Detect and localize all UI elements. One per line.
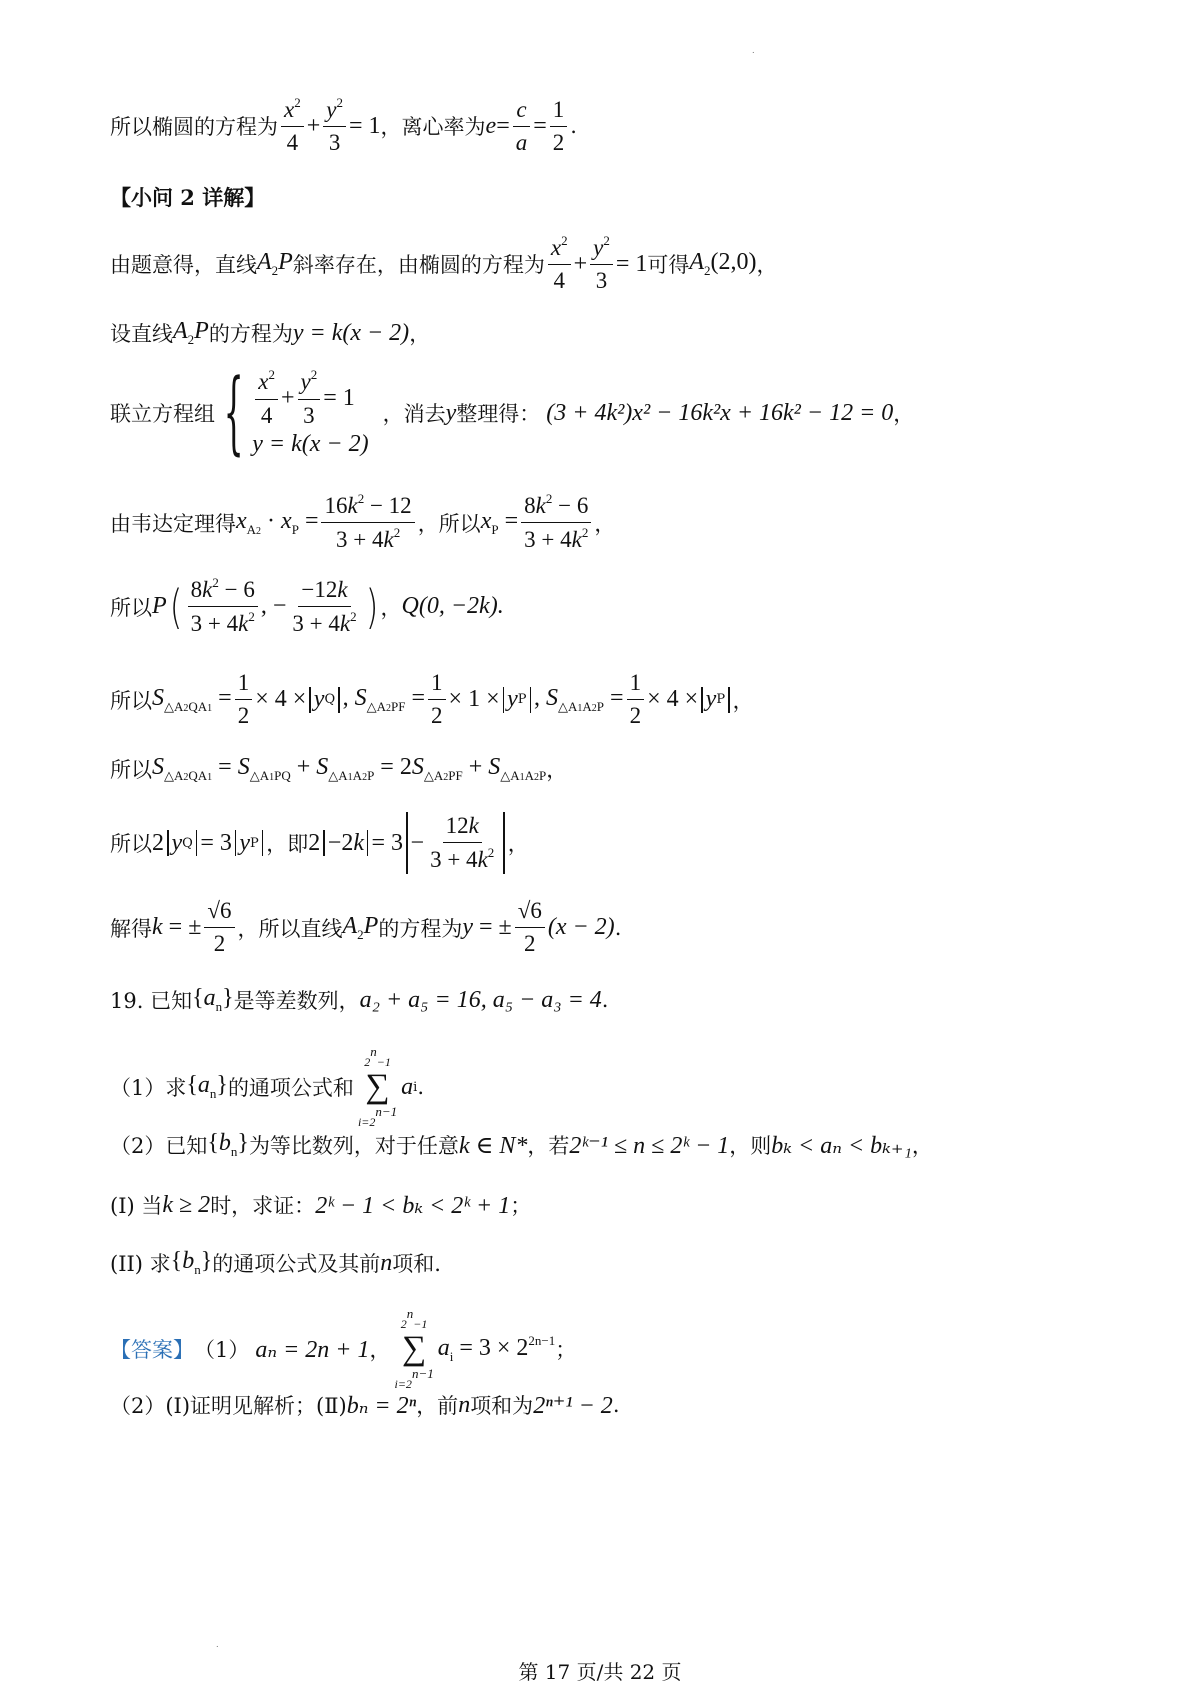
question-19-part-1: （1）求 $\{a_n\}$ 的通项公式和 $2^n-1$ ∑ $i=2^{n-1}$ a i .: [110, 1044, 425, 1129]
areas-line: 所以 $S_{\triangle A2QA1}$ = $\frac{1}{2}$ × 4 × y Q , $S_{\triangle A2PF}$ = $\frac{1}{2}$ × 1 × y P , $S_{\triangle A1A2P}$ = $\frac{1}{2}$ × 4 × y P ，: [110, 670, 754, 729]
frac-1-2: $\frac{1}{2}$: [550, 97, 568, 157]
frac-y2-3: $\frac{y^2}{3}$: [323, 96, 346, 157]
system-line: 联立方程组 { $\frac{x^2}{4}$ + $\frac{y^2}{3}$ = 1 y = k(x − 2) ，消去 y 整理得： (3 + 4k²)x² − 16k²x + 16k² − 12 = 0 ，: [110, 360, 915, 465]
frac-x2-4: $\frac{x^2}{4}$: [281, 96, 304, 157]
summation-icon: $2^n-1$ ∑ $i=2^{n-1}$: [394, 1306, 434, 1391]
question-19-part-2: （2）已知 $\{b_n\}$ 为等比数列，对于任意 k ∈ N* ，若 2ᵏ⁻¹ ≤ n ≤ 2ᵏ − 1 ，则 bₖ < aₙ < bₖ₊₁ ，: [110, 1130, 933, 1159]
section-title: 【小问 2 详解】: [110, 185, 266, 210]
point-p-line: 所以 P ( $\frac{8k^2 - 6}{3 + 4k^2}$ , − $\frac{-12k}{3 + 4k^2}$ ) ， Q(0, −2k).: [110, 575, 504, 637]
slope-exists-line: 由题意得，直线 $A_2P$ 斜率存在，由椭圆的方程为 $\frac{x^2}{4}$ + $\frac{y^2}{3}$ = 1 可得 $A_2(2,0)$ ，: [110, 233, 778, 294]
equation-system: $\frac{x^2}{4}$ + $\frac{y^2}{3}$ = 1 y = k(x − 2): [252, 367, 369, 457]
answer-line: 【答案】 （1） aₙ = 2n + 1 ， $2^n-1$ ∑ $i=2^{n-1}$ $a_i = 3 \times 2^{2n-1}$ ；: [110, 1306, 577, 1391]
abs-equation-line: 所以 2 y Q = 3 y P ，即 2 −2k = 3 − $\frac{12k}{3 + 4k^2}$ ，: [110, 812, 529, 872]
area-sum-line: 所以 $S_{\triangle A2QA1} = S_{\triangle A1PQ} + S_{\triangle A1A2P} = 2S_{\triangle A2PF} + S_{\triangle A1A2P}$ ，: [110, 754, 568, 783]
ellipse-equation-line: 所以椭圆的方程为 $\frac{x^2}{4}$ + $\frac{y^2}{3}$ = 1 ，离心率为 e = $\frac{c}{a}$ = $\frac{1}{2}$ .: [110, 95, 577, 156]
brace-icon: {: [223, 360, 244, 465]
summation-icon: $2^n-1$ ∑ $i=2^{n-1}$: [357, 1044, 398, 1129]
solution-line: 解得 k = ± $\frac{√6}{2}$ ，所以直线 $A_2P$ 的方程为 y = ± $\frac{√6}{2}$ (x − 2) .: [110, 898, 622, 957]
question-19: 19. 已知 $\{a_n\}$ 是等差数列， a₂ + a₅ = 16, a₅ − a₃ = 4 .: [110, 985, 609, 1014]
vieta-line: 由韦达定理得 $x_{A2} \cdot x_P$ = $\frac{16k^2 - 12}{3 + 4k^2}$ ，所以 $x_P$ = $\frac{8k^2 - 6}{3 + 4k^2}$ ，: [110, 491, 616, 553]
question-19-part-2-ii: (II) 求 $\{b_n\}$ 的通项公式及其前 n 项和.: [110, 1248, 441, 1277]
line-equation-line: 设直线 $A_2P$ 的方程为 y = k(x − 2) ，: [110, 318, 431, 347]
page-footer: 第 17 页/共 22 页: [518, 1660, 682, 1684]
answer-tag: 【答案】: [110, 1338, 194, 1362]
question-19-part-2-i: (I) 当 k ≥ 2 时，求证： 2ᵏ − 1 < bₖ < 2ᵏ + 1 ；: [110, 1191, 532, 1219]
frac-c-a: $\frac{c}{a}$: [513, 97, 531, 157]
answer-line-2: （2）(Ⅰ)证明见解析；(Ⅱ) bₙ = 2ⁿ ，前 n 项和为 2ⁿ⁺¹ − 2 .: [110, 1391, 620, 1419]
